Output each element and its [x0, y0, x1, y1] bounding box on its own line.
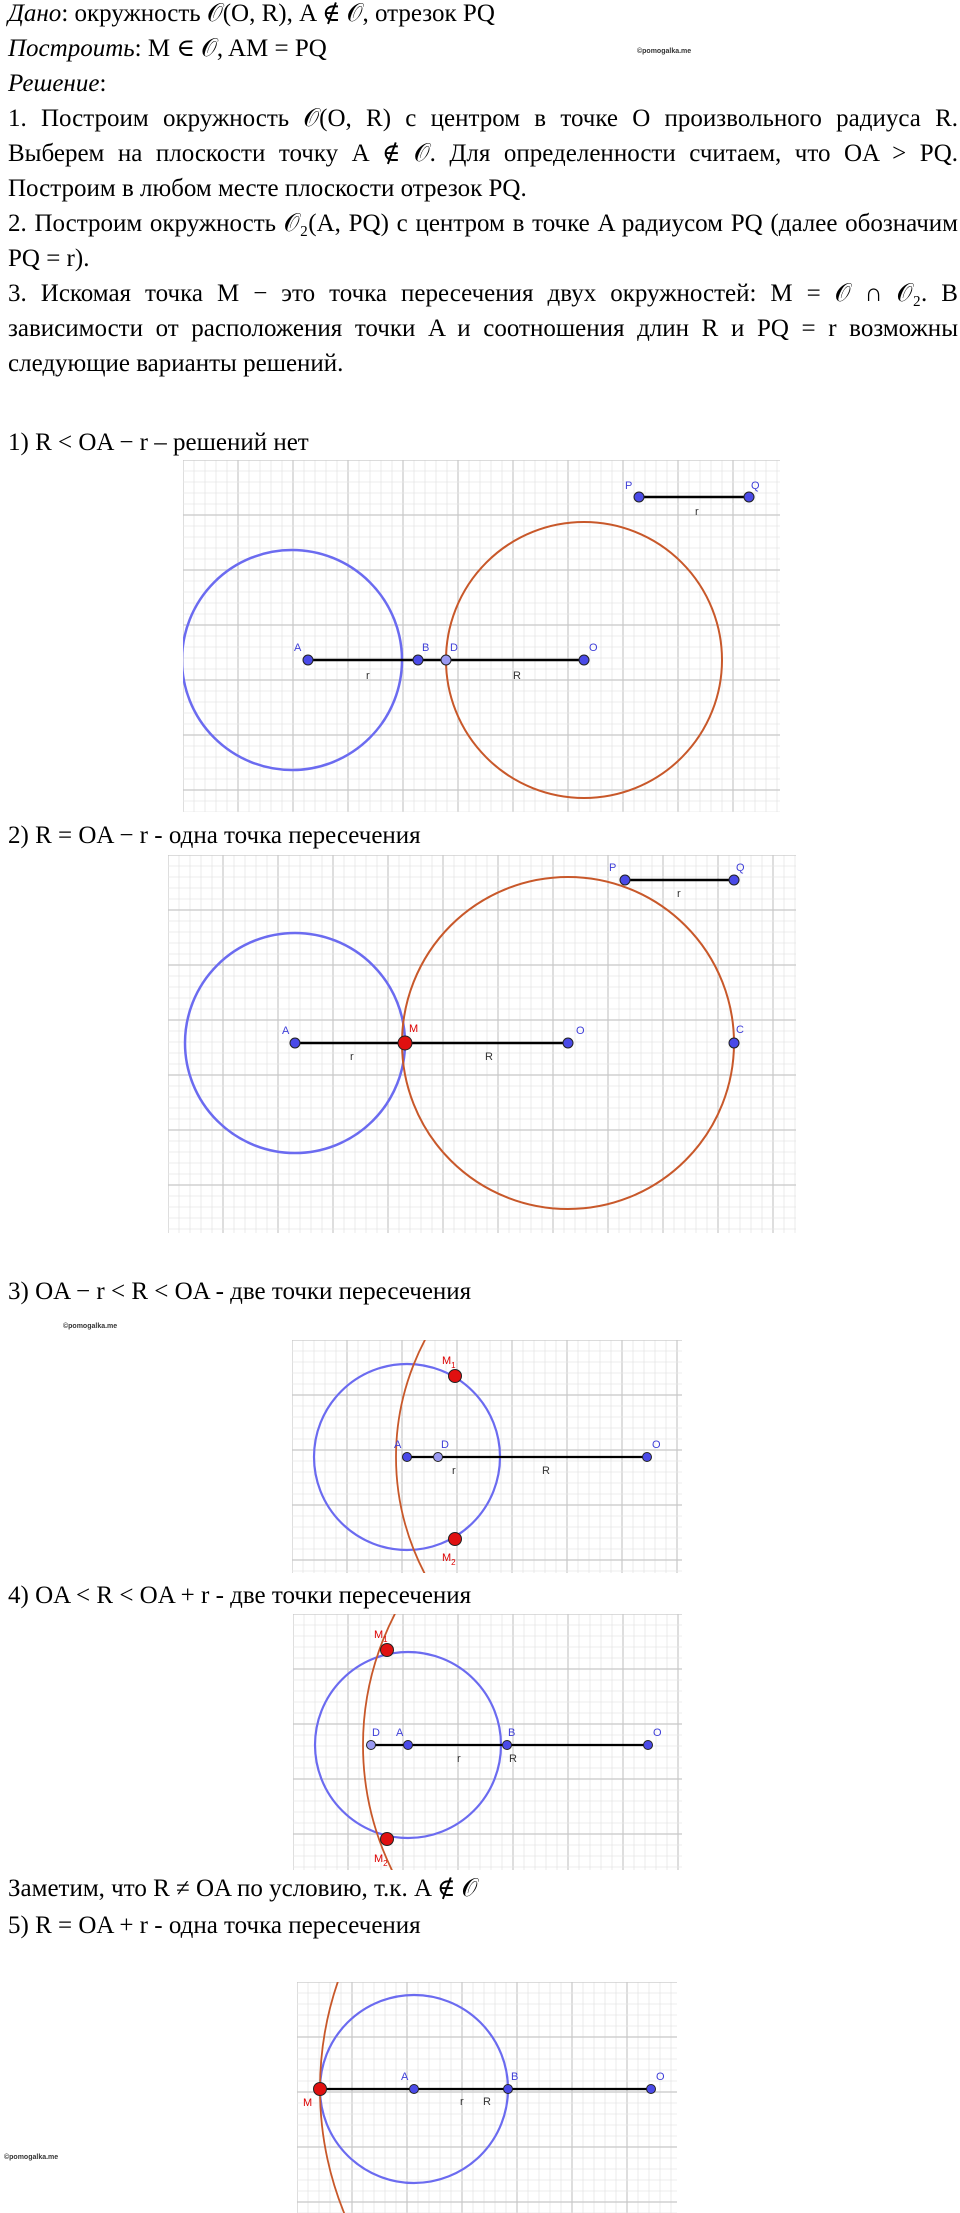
point-p: [620, 875, 630, 885]
point-o: [563, 1038, 573, 1048]
solution-label: Решение: [8, 70, 100, 97]
figure-case-5-svg: [297, 1982, 677, 2213]
point-b: [503, 1741, 512, 1750]
label-a: A: [396, 1727, 404, 1739]
figure-case-3-svg: [292, 1340, 682, 1573]
label-c: C: [736, 1024, 744, 1036]
label-big-r: R: [542, 1465, 550, 1477]
figure-case-2: [168, 855, 796, 1233]
construct-text: : M ∈ 𝒪, AM = PQ: [134, 35, 327, 62]
label-r-pq: r: [695, 506, 699, 518]
label-o: O: [589, 642, 598, 654]
point-m: [314, 2083, 327, 2096]
case-3-heading: 3) OA − r < R < OA - две точки пересечения: [8, 1278, 472, 1305]
label-q: Q: [751, 480, 760, 492]
solution-line: [8, 66, 106, 101]
watermark-2: ©pomogalka.me: [63, 1323, 118, 1330]
point-a: [290, 1038, 300, 1048]
label-r: r: [457, 1753, 461, 1765]
case-2-heading: 2) R = OA − r - одна точка пересечения: [8, 822, 421, 849]
label-o: O: [652, 1439, 661, 1451]
step-2: 2. Построим окружность 𝒪₂(A, PQ) с центром в точке A радиусом PQ (далее обозначим PQ = r).: [8, 210, 958, 272]
label-r-pq: r: [677, 888, 681, 900]
label-m1-letter: M: [442, 1355, 452, 1367]
label-q: Q: [736, 862, 745, 874]
label-big-r: R: [485, 1051, 493, 1063]
label-big-r: R: [509, 1753, 517, 1765]
label-big-r: R: [483, 2096, 491, 2108]
case-4-heading: 4) OA < R < OA + r - две точки пересечения: [8, 1582, 472, 1609]
label-r: r: [460, 2096, 464, 2108]
label-m1-sub: 1: [383, 1635, 388, 1644]
figure-case-3: [292, 1340, 682, 1573]
point-o: [644, 1741, 653, 1750]
note-line: Заметим, что R ≠ OA по условию, т.к. A ∉ 𝒪: [8, 1875, 478, 1902]
case-1-heading: 1) R < OA − r – решений нет: [8, 429, 309, 456]
label-m2-sub: 2: [451, 1558, 456, 1567]
point-d: [367, 1741, 376, 1750]
step-1: 1. Построим окружность 𝒪(O, R) с центром в точке O произвольного радиуса R. Выберем на плоскости точку A ∉ 𝒪. Для определенности считаем, что OA > PQ. Построим в любом месте плоскости отрезок PQ.: [8, 105, 958, 202]
given-line: [8, 0, 495, 31]
label-a: A: [401, 2071, 409, 2083]
label-b: B: [422, 642, 430, 654]
point-a: [403, 1453, 412, 1462]
label-o: O: [576, 1025, 585, 1037]
label-d: D: [450, 642, 458, 654]
label-b: B: [508, 1727, 516, 1739]
label-m2-sub: 2: [383, 1859, 388, 1868]
figure-case-5: [297, 1982, 677, 2213]
figure-case-1: [183, 460, 780, 812]
label-r: r: [366, 670, 370, 682]
figure-case-4: [293, 1614, 682, 1870]
label-a: A: [282, 1025, 290, 1037]
point-p: [634, 492, 644, 502]
figure-case-1-svg: [183, 460, 780, 812]
construct-line: [8, 31, 327, 66]
step-3: 3. Искомая точка M − это точка пересечения двух окружностей: M = 𝒪 ∩ 𝒪₂. В зависимости от расположения точки A и соотношения длин R и PQ = r возможны следующие варианты решений.: [8, 280, 958, 377]
label-p: P: [625, 480, 633, 492]
point-d: [434, 1453, 443, 1462]
label-m1-letter: M: [374, 1629, 384, 1641]
point-o: [647, 2085, 656, 2094]
watermark: ©pomogalka.me: [637, 48, 692, 55]
given-text: : окружность 𝒪(O, R), A ∉ 𝒪, отрезок PQ: [61, 0, 495, 27]
point-m1: [449, 1370, 462, 1383]
grid: [293, 1614, 682, 1870]
point-a: [404, 1741, 413, 1750]
point-m2: [381, 1833, 394, 1846]
point-b: [413, 655, 423, 665]
point-m2: [449, 1533, 462, 1546]
label-p: P: [609, 862, 617, 874]
construct-label: Построить: [8, 35, 135, 62]
label-big-r: R: [513, 670, 521, 682]
point-o: [579, 655, 589, 665]
label-b: B: [511, 2071, 519, 2083]
label-m2-letter: M: [442, 1552, 452, 1564]
point-m1: [381, 1644, 394, 1657]
label-r: r: [452, 1465, 456, 1477]
label-m2-letter: M: [374, 1853, 384, 1865]
watermark-3: ©pomogalka.me: [4, 2154, 59, 2161]
case-5-heading: 5) R = OA + r - одна точка пересечения: [8, 1912, 421, 1939]
given-label: Дано: [8, 0, 62, 27]
label-d: D: [441, 1439, 449, 1451]
point-q: [729, 875, 739, 885]
label-m: M: [303, 2097, 313, 2109]
steps: [8, 101, 958, 381]
label-a: A: [394, 1439, 402, 1451]
point-m: [398, 1036, 412, 1050]
point-a: [303, 655, 313, 665]
label-d: D: [372, 1727, 380, 1739]
point-a: [410, 2085, 419, 2094]
label-a: A: [294, 642, 302, 654]
point-c: [729, 1038, 739, 1048]
label-o: O: [656, 2071, 665, 2083]
figure-case-4-svg: [293, 1614, 682, 1870]
point-o: [643, 1453, 652, 1462]
point-d: [441, 655, 451, 665]
label-m: M: [409, 1023, 419, 1035]
label-m1-sub: 1: [451, 1361, 456, 1370]
point-b: [504, 2085, 513, 2094]
label-o: O: [653, 1727, 662, 1739]
label-r: r: [350, 1051, 354, 1063]
figure-case-2-svg: [168, 855, 796, 1233]
point-q: [744, 492, 754, 502]
solution-colon: :: [99, 70, 107, 97]
